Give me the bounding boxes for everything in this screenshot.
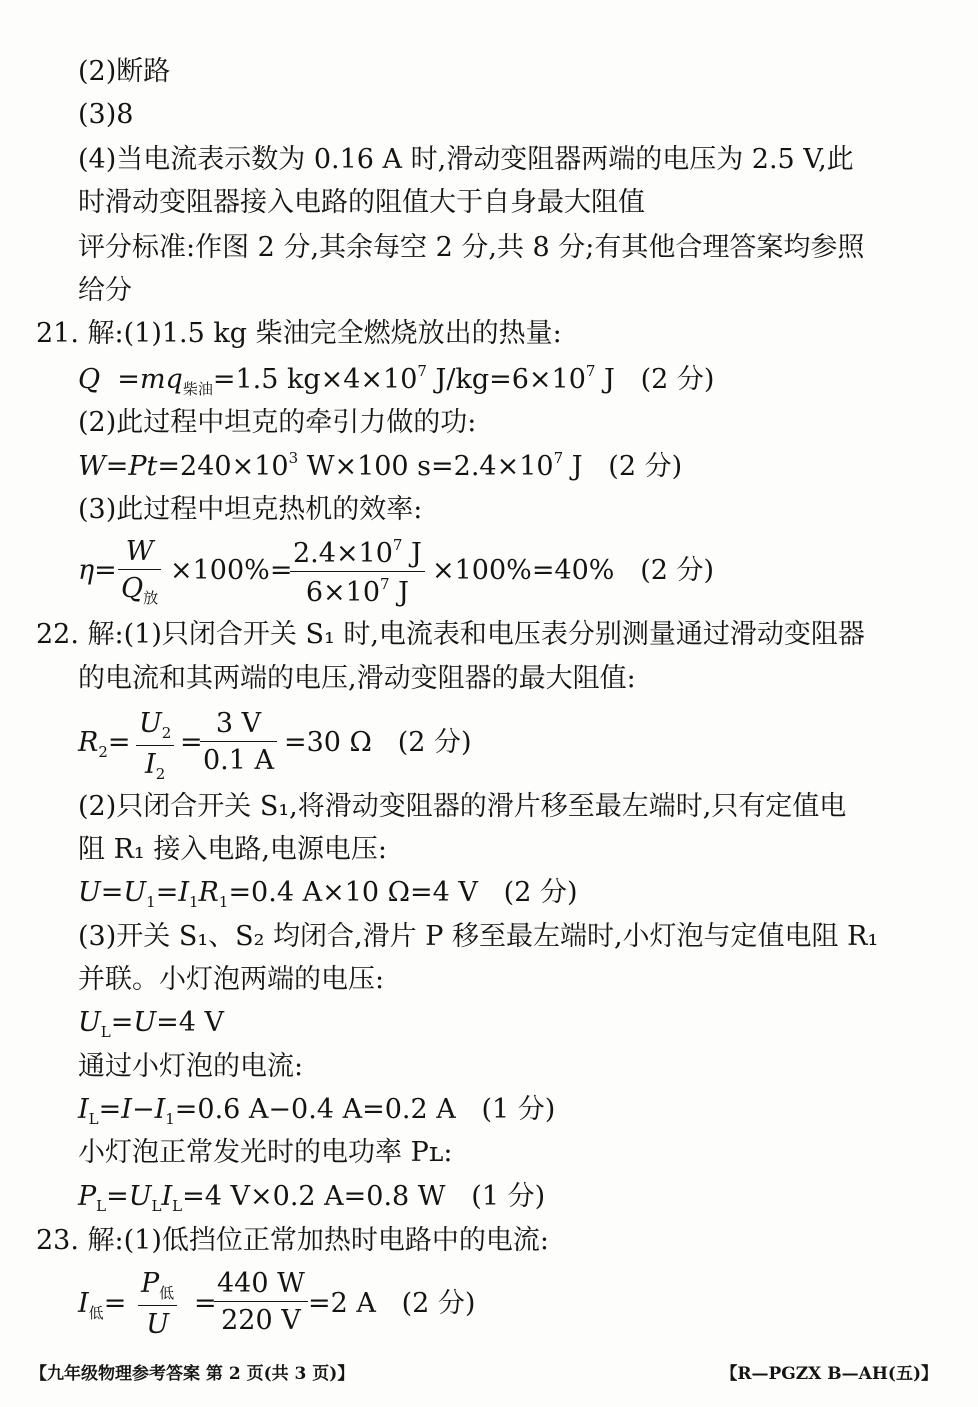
equation-pl: $P_L=U_LI_L=4$ V×0.2 A=0.8 W (1 分) (78, 1181, 546, 1215)
fraction-440w-over-220v: $\frac{440 W}{220 V}$ (214, 1270, 308, 1334)
text-line: 通过小灯泡的电流: (78, 1051, 304, 1082)
footer-code: 【R—PGZX B—AH(五)】 (720, 1364, 938, 1384)
equation-il: $I_L=I-I_1=0.6$ A−0.4 A=0.2 A (1 分) (78, 1094, 556, 1128)
equation-heat: $Q =mq_{柴油}=1.5$ $kg\times 4\times 10^7$ $J/kg=6\times 10^7$ J (2 分) (78, 362, 715, 398)
text-line: 给分 (78, 275, 132, 306)
text-line: (3)开关 S₁、S₂ 均闭合,滑片 P 移至最左端时,小灯泡与定值电阻 R₁ (78, 921, 879, 952)
fraction-w-over-q: W $Q_放$ (118, 538, 161, 606)
equation-source-voltage: $U=U_1=I_1R_1=0.4$ A×10 Ω=4 V (2 分) (78, 877, 578, 911)
text-line: 小灯泡正常发光时的电功率 Pʟ: (78, 1137, 453, 1168)
text-line: (2)此过程中坦克的牵引力做的功: (78, 407, 477, 438)
text-line: (3)8 (78, 99, 134, 130)
text-line: 时滑动变阻器接入电路的阻值大于自身最大阻值 (78, 187, 645, 218)
fraction-efficiency-values: $\frac{2.4\times 10^7 J}{6\times 10^7 J}$ (290, 538, 425, 606)
equation-work: $W=Pt=240\times 10^3$ W×100 $s=2.4\times 10^7$ J (2 分) (78, 449, 683, 482)
text-line: 评分标准:作图 2 分,其余每空 2 分,共 8 分;有其他合理答案均参照 (78, 232, 865, 263)
fraction-u2-over-i2: $\frac{U_2}{I_2}$ (136, 710, 174, 782)
fraction-3v-over-0.1a: $\frac{3 V}{0.1 A}$ (200, 710, 277, 774)
text-line: (4)当电流表示数为 0.16 A 时,滑动变阻器两端的电压为 2.5 V,此 (78, 144, 854, 175)
footer-page-info: 【九年级物理参考答案 第 2 页(共 3 页)】 (30, 1364, 355, 1384)
problem-23-heading: 23. 解:(1)低挡位正常加热时电路中的电流: (36, 1225, 549, 1256)
text-line: (2)只闭合开关 S₁,将滑动变阻器的滑片移至最左端时,只有定值电 (78, 791, 847, 822)
text-line: (2)断路 (78, 56, 171, 87)
text-line: (3)此过程中坦克热机的效率: (78, 494, 423, 525)
text-line: 的电流和其两端的电压,滑动变阻器的最大阻值: (78, 663, 636, 694)
problem-21-heading: 21. 解:(1)1.5 kg 柴油完全燃烧放出的热量: (36, 318, 562, 349)
text-line: 阻 R₁ 接入电路,电源电压: (78, 834, 387, 865)
fraction-p-over-u: $P_低$ U (138, 1270, 177, 1338)
text-line: 并联。小灯泡两端的电压: (78, 964, 385, 995)
problem-22-heading: 22. 解:(1)只闭合开关 S₁ 时,电流表和电压表分别测量通过滑动变阻器 (36, 619, 865, 650)
equation-ul: $U_L=U=4$ V (78, 1007, 225, 1041)
